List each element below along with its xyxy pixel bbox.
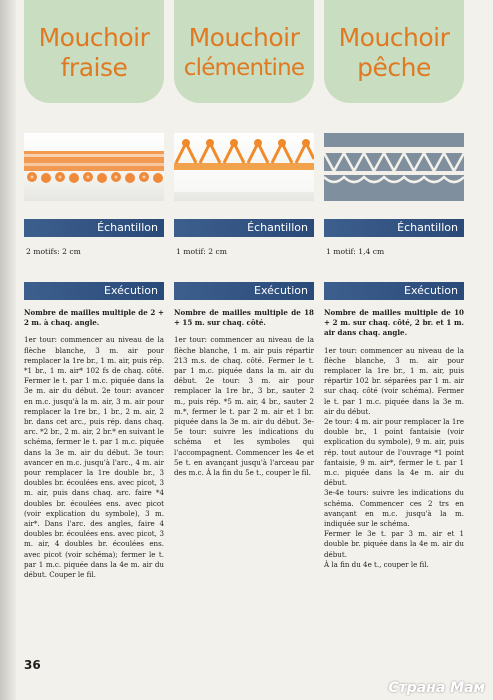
stitch-count-heading: Nombre de mailles multiple de 2 + 2 m. à chaq. angle. <box>24 308 164 328</box>
instruction-paragraph: 1er tour: commencer au niveau de la flèche blanche, 3 m. air pour remplacer la 1re br., 1 m. air, puis rép. *1 br., 1 m. air* 102 fs de chaq. côté. Fermer le t. par 1 m.c. piquée dans la 3e m. air du début. 2e tour: avancer en m.c. jusqu'à la m. air, 3 m. air pour remplacer la 1re br., 1 br., 2 m. air, 2 br. dans cet arc., puis rép. dans chaq. arc. *2 br., 2 m. air, 2 br.* en suivant le schéma, fermer le t. par 1 m.c. piquée dans la 3e m. air du début. 3e tour: avancer en m.c. jusqu'à l'arc., 4 m. air pour remplacer la 1re double br., 3 doubles br. écoulées ens. avec picot, 3 m. air, puis dans chaq. arc. faire *4 doubles br. écoulées ens. avec picot (voir explication du symbole), 3 m. air*. Dans l'arc. des angles, faire 4 doubles br. écoulées ens. avec picot, 3 m. air, 4 doubles br. écoulées ens. avec picot (voir schéma); fermer le t. par 1 m.c. piquée dans la 4e m. air du début. Couper le fil. <box>24 335 164 580</box>
title-line-2: clémentine <box>183 54 305 81</box>
motif-gauge: 1 motif: 2 cm <box>176 247 227 256</box>
title-box <box>324 0 464 103</box>
page-number: 36 <box>24 658 41 672</box>
section-band-echantillon: Échantillon <box>324 219 464 237</box>
column-fraise <box>24 0 164 580</box>
site-watermark: Страна Мам <box>388 680 485 696</box>
section-band-execution: Exécution <box>324 282 464 300</box>
section-band-echantillon: Échantillon <box>174 219 314 237</box>
column-clementine <box>174 0 314 478</box>
instructions <box>24 308 164 580</box>
lace-edging-clementine <box>174 133 314 201</box>
lace-sample-image <box>24 133 164 201</box>
column-peche <box>324 0 464 569</box>
title-line-1: Mouchoir <box>338 22 450 52</box>
instructions <box>174 308 314 478</box>
title-line-1: Mouchoir <box>38 22 150 52</box>
lace-sample-image <box>174 133 314 201</box>
title-box <box>174 0 314 103</box>
motif-gauge: 1 motif: 1,4 cm <box>326 247 385 256</box>
section-band-execution: Exécution <box>174 282 314 300</box>
binding-shadow <box>0 0 16 700</box>
lace-edging-fraise <box>24 133 164 201</box>
title-line-2: pêche <box>357 52 431 82</box>
title-line-1: Mouchoir <box>188 22 300 52</box>
instruction-paragraph: Fermer le 3e t. par 3 m. air et 1 double br. piquée dans la 4e m. air du début. <box>324 529 464 559</box>
motif-gauge: 2 motifs: 2 cm <box>26 247 81 256</box>
lace-sample-image <box>324 133 464 201</box>
instruction-paragraph: À la fin du 4e t., couper le fil. <box>324 559 429 569</box>
title-line-2: fraise <box>60 52 128 82</box>
section-band-execution: Exécution <box>24 282 164 300</box>
stitch-count-heading: Nombre de mailles multiple de 10 + 2 m. sur chaq. côté, 2 br. et 1 m. air dans chaq. angle. <box>324 308 464 338</box>
instruction-paragraph: 2e tour: 4 m. air pour remplacer la 1re double br., 1 point fantaisie (voir explication du symbole), 9 m. air, puis rép. tout autour de l'ouvrage *1 point fantaisie, 9 m. air*, fermer le t. par 1 m.c. piquée dans la 4e m. air du début. <box>324 417 464 488</box>
instruction-paragraph: 3e-4e tours: suivre les indications du schéma. Commencer ces 2 trs en avançant en m.c. jusqu'à la m. indiquée sur le schéma. <box>324 488 464 529</box>
instructions <box>324 308 464 570</box>
section-band-echantillon: Échantillon <box>24 219 164 237</box>
title-box <box>24 0 164 103</box>
instruction-paragraph: 1er tour: commencer au niveau de la flèche blanche, 1 m. air puis répartir 213 m.s. de chaq. côté. Fermer le t. par 1 m.c. piquée dans la m. air du début. 2e tour: 3 m. air pour remplacer la 1re br., 3 br., sauter 2 m., puis rép. *5 m. air, 4 br., sauter 2 m.*, fermer le t. par 2 m. air et 1 br. piquée dans la 3e m. air du début. 3e-5e tour: suivre les indications du schéma et les symboles qui l'accompagnent. Commencer les 4e et 5e t. en avançant jusqu'à l'arceau par des m.c. À la fin du 5e t., couper le fil. <box>174 335 314 478</box>
stitch-count-heading: Nombre de mailles multiple de 18 + 15 m. sur chaq. côté. <box>174 308 314 328</box>
instruction-paragraph: 1er tour: commencer au niveau de la flèche blanche, 3 m. air pour remplacer la 1re br., 1 m. air, puis répartir 102 br. séparées par 1 m. air sur chaq. côté (voir schéma). Fermer le t. par 1 m.c. piquée dans la 3e m. air du début. <box>324 345 464 416</box>
lace-edging-peche <box>324 133 464 201</box>
